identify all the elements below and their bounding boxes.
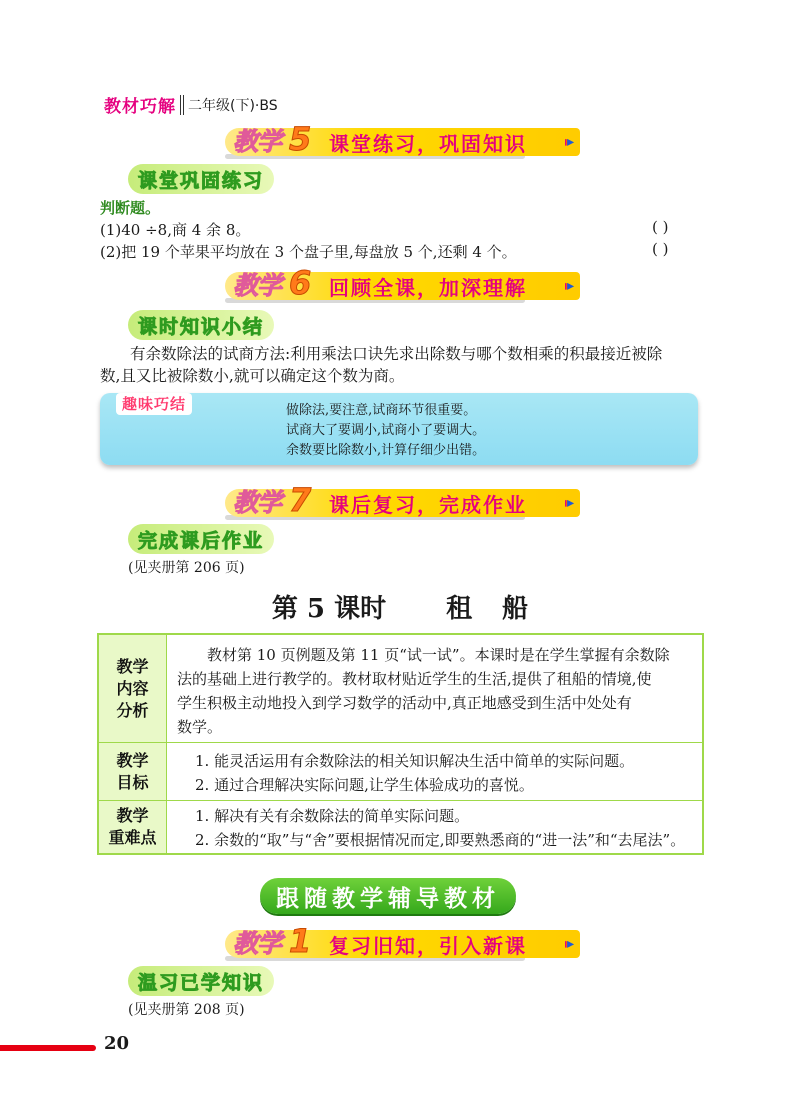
tip-line: 试商大了要调小,试商小了要调大。: [286, 423, 486, 438]
subhead-homework: 完成课后作业: [128, 524, 274, 554]
row-body: 1. 能灵活运用有余数除法的相关知识解决生活中简单的实际问题。 2. 通过合理解决实际问题,让学生体验成功的喜悦。: [195, 752, 635, 794]
table-row-goals: [99, 743, 702, 801]
tip-tag: 趣味巧结: [116, 393, 192, 415]
row-header: 教学 重难点: [99, 801, 167, 853]
step-title: 课后复习，完成作业: [329, 493, 527, 517]
answer-blank-1: ( ): [652, 218, 669, 236]
step-title: 回顾全课，加深理解: [329, 276, 527, 300]
triple-arrow-icon: ▸▸▸: [565, 278, 569, 294]
step-banner-7: [225, 481, 595, 521]
lesson-name-1: 租: [446, 594, 473, 624]
page-header: [104, 92, 278, 117]
step-title: 复习旧知，引入新课: [329, 934, 527, 958]
homework-reference-2: (见夹册第 208 页): [128, 1002, 245, 1018]
grade-label: 二年级(下)·BS: [188, 97, 278, 114]
question-2: (2)把 19 个苹果平均放在 3 个盘子里,每盘放 5 个,还剩 4 个。: [100, 243, 517, 261]
tip-line: 余数要比除数小,计算仔细少出错。: [286, 443, 486, 458]
lesson-number: 第 5 课时: [271, 594, 387, 624]
step-title: 课堂练习，巩固知识: [329, 132, 527, 156]
book-brand: 教材巧解: [104, 97, 176, 117]
page-number: 20: [104, 1033, 130, 1054]
tip-box: [100, 393, 698, 465]
triple-arrow-icon: ▸▸▸: [565, 134, 569, 150]
step-tag: 教学: [233, 127, 282, 156]
row-header: 教学 内容 分析: [99, 635, 167, 742]
teaching-table: [97, 633, 704, 855]
footer-red-line: [0, 1045, 96, 1051]
homework-reference-1: (见夹册第 206 页): [128, 560, 245, 576]
step-banner-1: [225, 922, 595, 962]
summary-line-1: 有余数除法的试商方法:利用乘法口诀先求出除数与哪个数相乘的积最接近被除: [130, 345, 663, 363]
question-1: (1)40 ÷8,商 4 余 8。: [100, 221, 251, 239]
triple-arrow-icon: ▸▸▸: [565, 495, 569, 511]
subhead-review: 温习已学知识: [128, 966, 274, 996]
tip-line: 做除法,要注意,试商环节很重要。: [286, 403, 477, 418]
step-tag: 教学: [233, 271, 282, 300]
lesson-title: [0, 588, 800, 625]
step-tag: 教学: [233, 488, 282, 517]
answer-blank-2: ( ): [652, 240, 669, 258]
step-number: 7: [289, 481, 312, 519]
follow-guide-banner: 跟随教学辅导教材: [260, 878, 516, 914]
row-body: 教材第 10 页例题及第 11 页“试一试”。本课时是在学生掌握有余数除 法的基础上进行教学的。教材取材贴近学生的生活,提供了租船的情境,使 学生积极主动地投入到学习数学的活动中,真正地感受到生活中处处有 数学。: [177, 646, 670, 736]
subhead-summary: 课时知识小结: [128, 310, 274, 340]
row-header: 教学 目标: [99, 743, 167, 800]
question-type-label: 判断题。: [100, 199, 161, 217]
table-row-keypoints: [99, 801, 702, 853]
summary-line-2: 数,且又比被除数小,就可以确定这个数为商。: [100, 367, 405, 385]
step-banner-6: [225, 264, 595, 304]
step-number: 1: [289, 922, 312, 960]
step-number: 6: [289, 264, 312, 302]
step-number: 5: [289, 120, 312, 158]
row-body: 1. 解决有关有余数除法的简单实际问题。 2. 余数的“取”与“舍”要根据情况而定,即要熟悉商的“进一法”和“去尾法”。: [195, 807, 686, 849]
step-banner-5: [225, 120, 595, 160]
table-row-content: [99, 635, 702, 743]
step-tag: 教学: [233, 929, 282, 958]
tip-lines: [286, 401, 485, 461]
header-divider: [180, 95, 184, 115]
lesson-name-2: 船: [502, 594, 529, 624]
triple-arrow-icon: ▸▸▸: [565, 936, 569, 952]
subhead-practice: 课堂巩固练习: [128, 164, 274, 194]
